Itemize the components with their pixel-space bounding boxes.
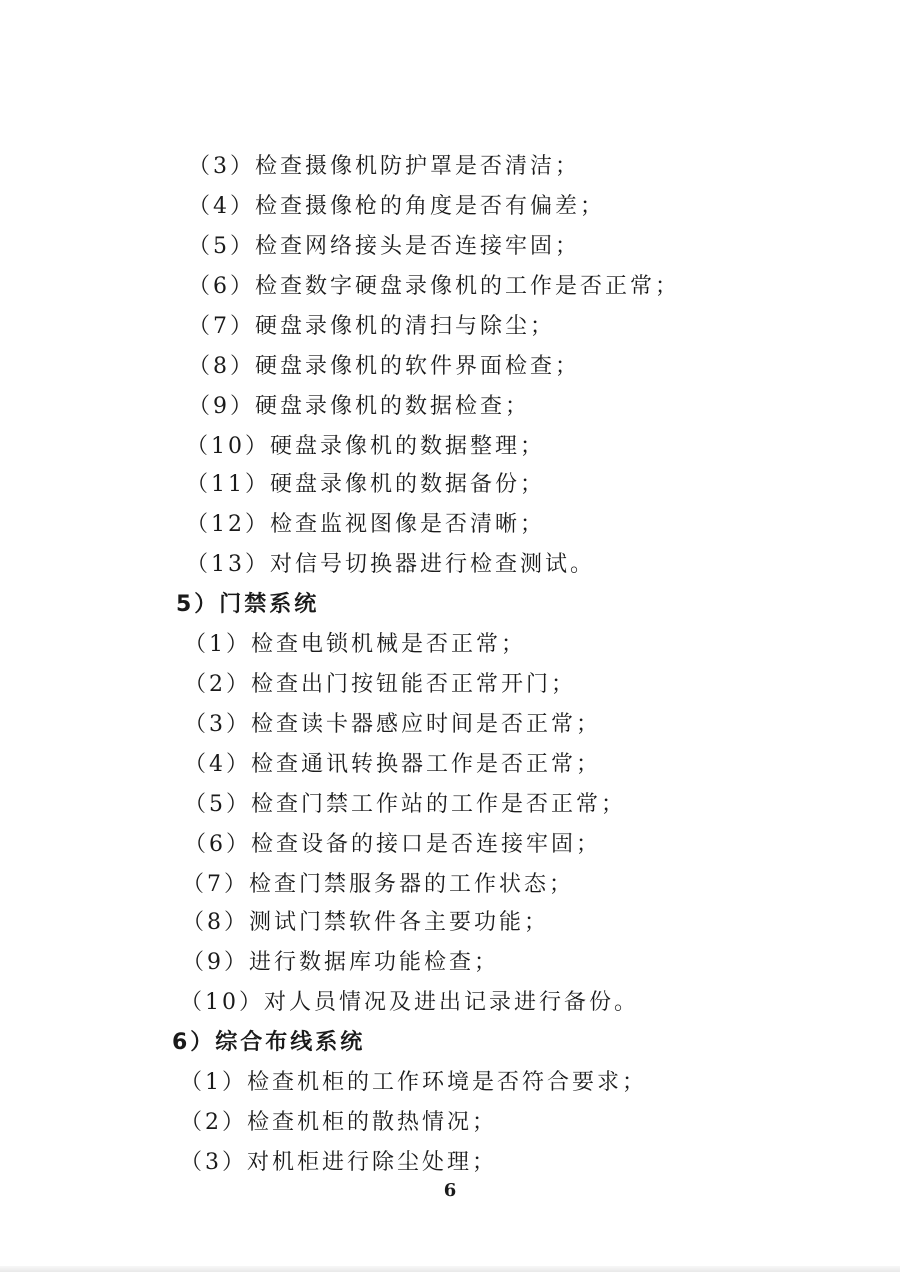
page-bottom-edge [0, 1266, 900, 1272]
section-heading: 6）综合布线系统 [172, 1030, 366, 1055]
list-item: （11）硬盘录像机的数据备份； [186, 472, 545, 497]
list-item: （10）硬盘录像机的数据整理； [186, 434, 545, 459]
list-item: （8）硬盘录像机的软件界面检查； [188, 354, 580, 379]
list-item: （3）检查摄像机防护罩是否清洁； [188, 154, 580, 179]
list-item: （3）检查读卡器感应时间是否正常； [184, 712, 601, 737]
page-number: 6 [443, 1180, 457, 1201]
list-item: （1）检查电锁机械是否正常； [184, 632, 526, 657]
list-item: （2）检查机柜的散热情况； [180, 1110, 497, 1135]
list-item: （8）测试门禁软件各主要功能； [182, 910, 549, 935]
list-item: （9）进行数据库功能检查； [182, 950, 499, 975]
list-item: （7）检查门禁服务器的工作状态； [182, 872, 574, 897]
list-item: （13）对信号切换器进行检查测试。 [186, 552, 595, 577]
list-item: （3）对机柜进行除尘处理； [180, 1150, 497, 1175]
list-item: （10）对人员情况及进出记录进行备份。 [180, 990, 639, 1015]
list-item: （6）检查设备的接口是否连接牢固； [184, 832, 601, 857]
list-item: （4）检查通讯转换器工作是否正常； [184, 752, 601, 777]
list-item: （5）检查网络接头是否连接牢固； [188, 234, 580, 259]
list-item: （12）检查监视图像是否清晰； [186, 512, 545, 537]
list-item: （7）硬盘录像机的清扫与除尘； [188, 314, 555, 339]
list-item: （6）检查数字硬盘录像机的工作是否正常； [188, 274, 680, 299]
list-item: （5）检查门禁工作站的工作是否正常； [184, 792, 626, 817]
list-item: （9）硬盘录像机的数据检查； [188, 394, 530, 419]
list-item: （4）检查摄像枪的角度是否有偏差； [188, 194, 605, 219]
list-item: （1）检查机柜的工作环境是否符合要求； [180, 1070, 647, 1095]
section-heading: 5）门禁系统 [176, 592, 320, 617]
list-item: （2）检查出门按钮能否正常开门； [184, 672, 576, 697]
